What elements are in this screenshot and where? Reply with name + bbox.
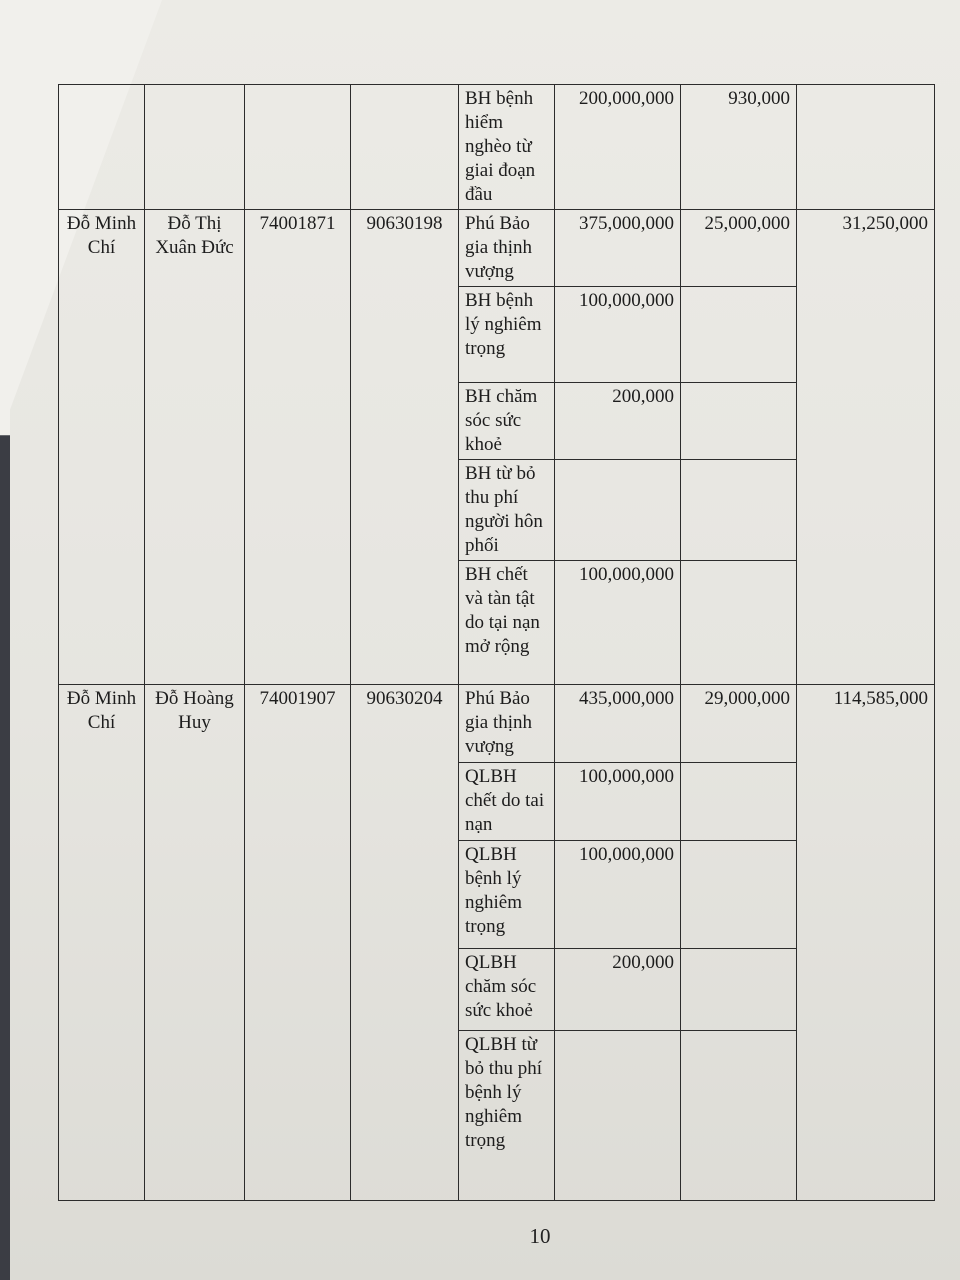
product-cell: QLBH chết do tai nạn	[459, 763, 555, 841]
premium-cell	[681, 383, 797, 460]
product-cell: QLBH bệnh lý nghiêm trọng	[459, 841, 555, 949]
sum-insured-cell	[555, 1031, 681, 1201]
agent-name: Đỗ Minh Chí	[59, 210, 145, 685]
premium-cell: 29,000,000	[681, 685, 797, 763]
sum-insured-cell: 200,000	[555, 383, 681, 460]
product-cell: BH từ bỏ thu phí người hôn phối	[459, 460, 555, 561]
insured-cell	[145, 85, 245, 210]
table-row	[59, 685, 935, 763]
product-cell: BH chăm sóc sức khoẻ	[459, 383, 555, 460]
total-premium: 114,585,000	[797, 685, 935, 1201]
policy-code-cell	[351, 85, 459, 210]
sum-insured-cell: 100,000,000	[555, 287, 681, 383]
contract-code-cell	[245, 85, 351, 210]
policy-code: 90630198	[351, 210, 459, 685]
agent-cell	[59, 85, 145, 210]
premium-cell	[681, 763, 797, 841]
policy-code: 90630204	[351, 685, 459, 1201]
agent-name: Đỗ Minh Chí	[59, 685, 145, 1201]
insured-name: Đỗ Thị Xuân Đức	[145, 210, 245, 685]
product-cell: QLBH từ bỏ thu phí bệnh lý nghiêm trọng	[459, 1031, 555, 1201]
page-number: 10	[529, 1224, 551, 1248]
sum-insured-cell: 100,000,000	[555, 763, 681, 841]
premium-cell	[681, 460, 797, 561]
sum-insured-cell: 435,000,000	[555, 685, 681, 763]
product-cell: BH bệnh hiểm nghèo từ giai đoạn đầu	[459, 85, 555, 210]
sum-insured-cell: 200,000,000	[555, 85, 681, 210]
premium-cell	[681, 561, 797, 685]
premium-cell: 25,000,000	[681, 210, 797, 287]
product-cell: QLBH chăm sóc sức khoẻ	[459, 949, 555, 1031]
sum-insured-cell: 100,000,000	[555, 841, 681, 949]
product-cell: BH chết và tàn tật do tại nạn mở rộng	[459, 561, 555, 685]
contract-code: 74001907	[245, 685, 351, 1201]
product-cell: Phú Bảo gia thịnh vượng	[459, 685, 555, 763]
total-premium: 31,250,000	[797, 210, 935, 685]
contract-code: 74001871	[245, 210, 351, 685]
sum-insured-cell: 375,000,000	[555, 210, 681, 287]
total-cell	[797, 85, 935, 210]
sum-insured-cell: 100,000,000	[555, 561, 681, 685]
sum-insured-cell: 200,000	[555, 949, 681, 1031]
insured-name: Đỗ Hoàng Huy	[145, 685, 245, 1201]
sum-insured-cell	[555, 460, 681, 561]
premium-cell	[681, 841, 797, 949]
table-row	[59, 85, 935, 210]
premium-cell: 930,000	[681, 85, 797, 210]
premium-cell	[681, 949, 797, 1031]
premium-cell	[681, 287, 797, 383]
premium-cell	[681, 1031, 797, 1201]
table-row	[59, 210, 935, 287]
product-cell: Phú Bảo gia thịnh vượng	[459, 210, 555, 287]
insurance-contracts-table	[58, 84, 935, 1201]
product-cell: BH bệnh lý nghiêm trọng	[459, 287, 555, 383]
